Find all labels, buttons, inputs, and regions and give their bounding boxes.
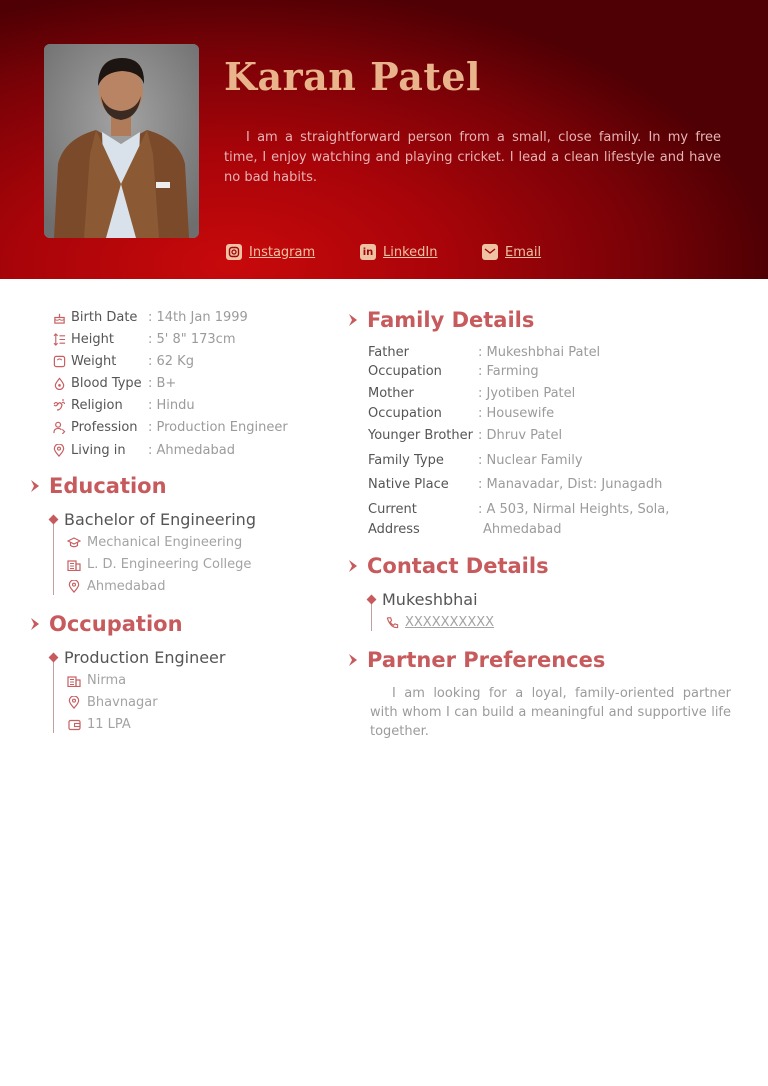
- section-arrow-icon: [348, 313, 358, 327]
- family-row: Younger Brother : Dhruv Patel: [368, 428, 563, 443]
- education-item: L. D. Engineering College: [67, 557, 251, 572]
- section-arrow-icon: [30, 617, 40, 631]
- building-icon: [67, 558, 81, 572]
- occupation-role: Production Engineer: [64, 648, 226, 667]
- phone-icon: [385, 616, 399, 630]
- location-pin-icon: [67, 580, 81, 594]
- email-icon: [482, 244, 498, 260]
- wallet-icon: [67, 718, 81, 732]
- family-row: Mother : Jyotiben Patel: [368, 386, 576, 401]
- linkedin-icon: in: [360, 244, 376, 260]
- occupation-item: 11 LPA: [67, 717, 131, 732]
- education-item: Mechanical Engineering: [67, 535, 242, 550]
- occupation-item: Nirma: [67, 673, 126, 688]
- info-row-weight: Weight : 62 Kg: [52, 351, 194, 371]
- profile-photo: [44, 44, 199, 238]
- location-pin-icon: [52, 443, 66, 457]
- family-row: Family Type : Nuclear Family: [368, 453, 583, 468]
- email-link[interactable]: [482, 244, 541, 260]
- email-label[interactable]: Email: [505, 244, 542, 260]
- section-arrow-icon: [348, 559, 358, 573]
- preferences-text: I am looking for a loyal, family-oriented partner with whom I can build a meaningful and supportive life together.: [370, 686, 731, 739]
- occupation-timeline: [53, 653, 54, 733]
- about-text: I am a straightforward person from a small, close family. In my free time, I enjoy watching and playing cricket. I lead a clean lifestyle and have no bad habits.: [224, 130, 721, 185]
- info-row-birth-date: Birth Date : 14th Jan 1999: [52, 307, 248, 327]
- family-row: Father : Mukeshbhai Patel: [368, 345, 601, 360]
- timeline-dot-icon: [49, 653, 59, 663]
- family-row: Address Ahmedabad: [368, 522, 562, 537]
- timeline-dot-icon: [49, 515, 59, 525]
- family-row: Occupation : Farming: [368, 364, 539, 379]
- profile-name: Karan Patel: [224, 54, 481, 99]
- location-pin-icon: [67, 696, 81, 710]
- info-row-blood-type: Blood Type : B+: [52, 373, 176, 393]
- height-icon: [52, 332, 66, 346]
- family-heading: Family Details: [348, 308, 534, 332]
- contact-phone[interactable]: [385, 615, 494, 630]
- contact-name: Mukeshbhai: [382, 590, 478, 609]
- info-row-religion: Religion : Hindu: [52, 395, 195, 415]
- section-arrow-icon: [30, 479, 40, 493]
- graduation-cap-icon: [67, 536, 81, 550]
- building-icon: [67, 674, 81, 688]
- section-arrow-icon: [348, 653, 358, 667]
- blood-drop-icon: [52, 376, 66, 390]
- preferences-heading: Partner Preferences: [348, 648, 605, 672]
- scale-icon: [52, 354, 66, 368]
- family-row: Occupation : Housewife: [368, 406, 555, 421]
- instagram-icon: [226, 244, 242, 260]
- occupation-heading: Occupation: [30, 612, 183, 636]
- family-row: Current : A 503, Nirmal Heights, Sola,: [368, 502, 670, 517]
- contact-heading: Contact Details: [348, 554, 549, 578]
- om-icon: [52, 398, 66, 412]
- info-row-living-in: Living in : Ahmedabad: [52, 440, 235, 460]
- instagram-link[interactable]: [226, 244, 315, 260]
- cake-icon: [52, 310, 66, 324]
- occupation-item: Bhavnagar: [67, 695, 158, 710]
- user-tie-icon: [52, 420, 66, 434]
- linkedin-link[interactable]: [360, 244, 437, 260]
- education-degree: Bachelor of Engineering: [64, 510, 256, 529]
- profile-header: [0, 0, 768, 279]
- linkedin-label[interactable]: LinkedIn: [383, 244, 438, 260]
- info-row-height: Height : 5' 8" 173cm: [52, 329, 236, 349]
- education-item: Ahmedabad: [67, 579, 165, 594]
- education-heading: Education: [30, 474, 167, 498]
- phone-number[interactable]: XXXXXXXXXX: [405, 615, 495, 630]
- info-row-profession: Profession : Production Engineer: [52, 417, 288, 437]
- education-timeline: [53, 515, 54, 595]
- timeline-dot-icon: [367, 595, 377, 605]
- family-row: Native Place : Manavadar, Dist: Junagadh: [368, 477, 663, 492]
- instagram-label[interactable]: Instagram: [249, 244, 316, 260]
